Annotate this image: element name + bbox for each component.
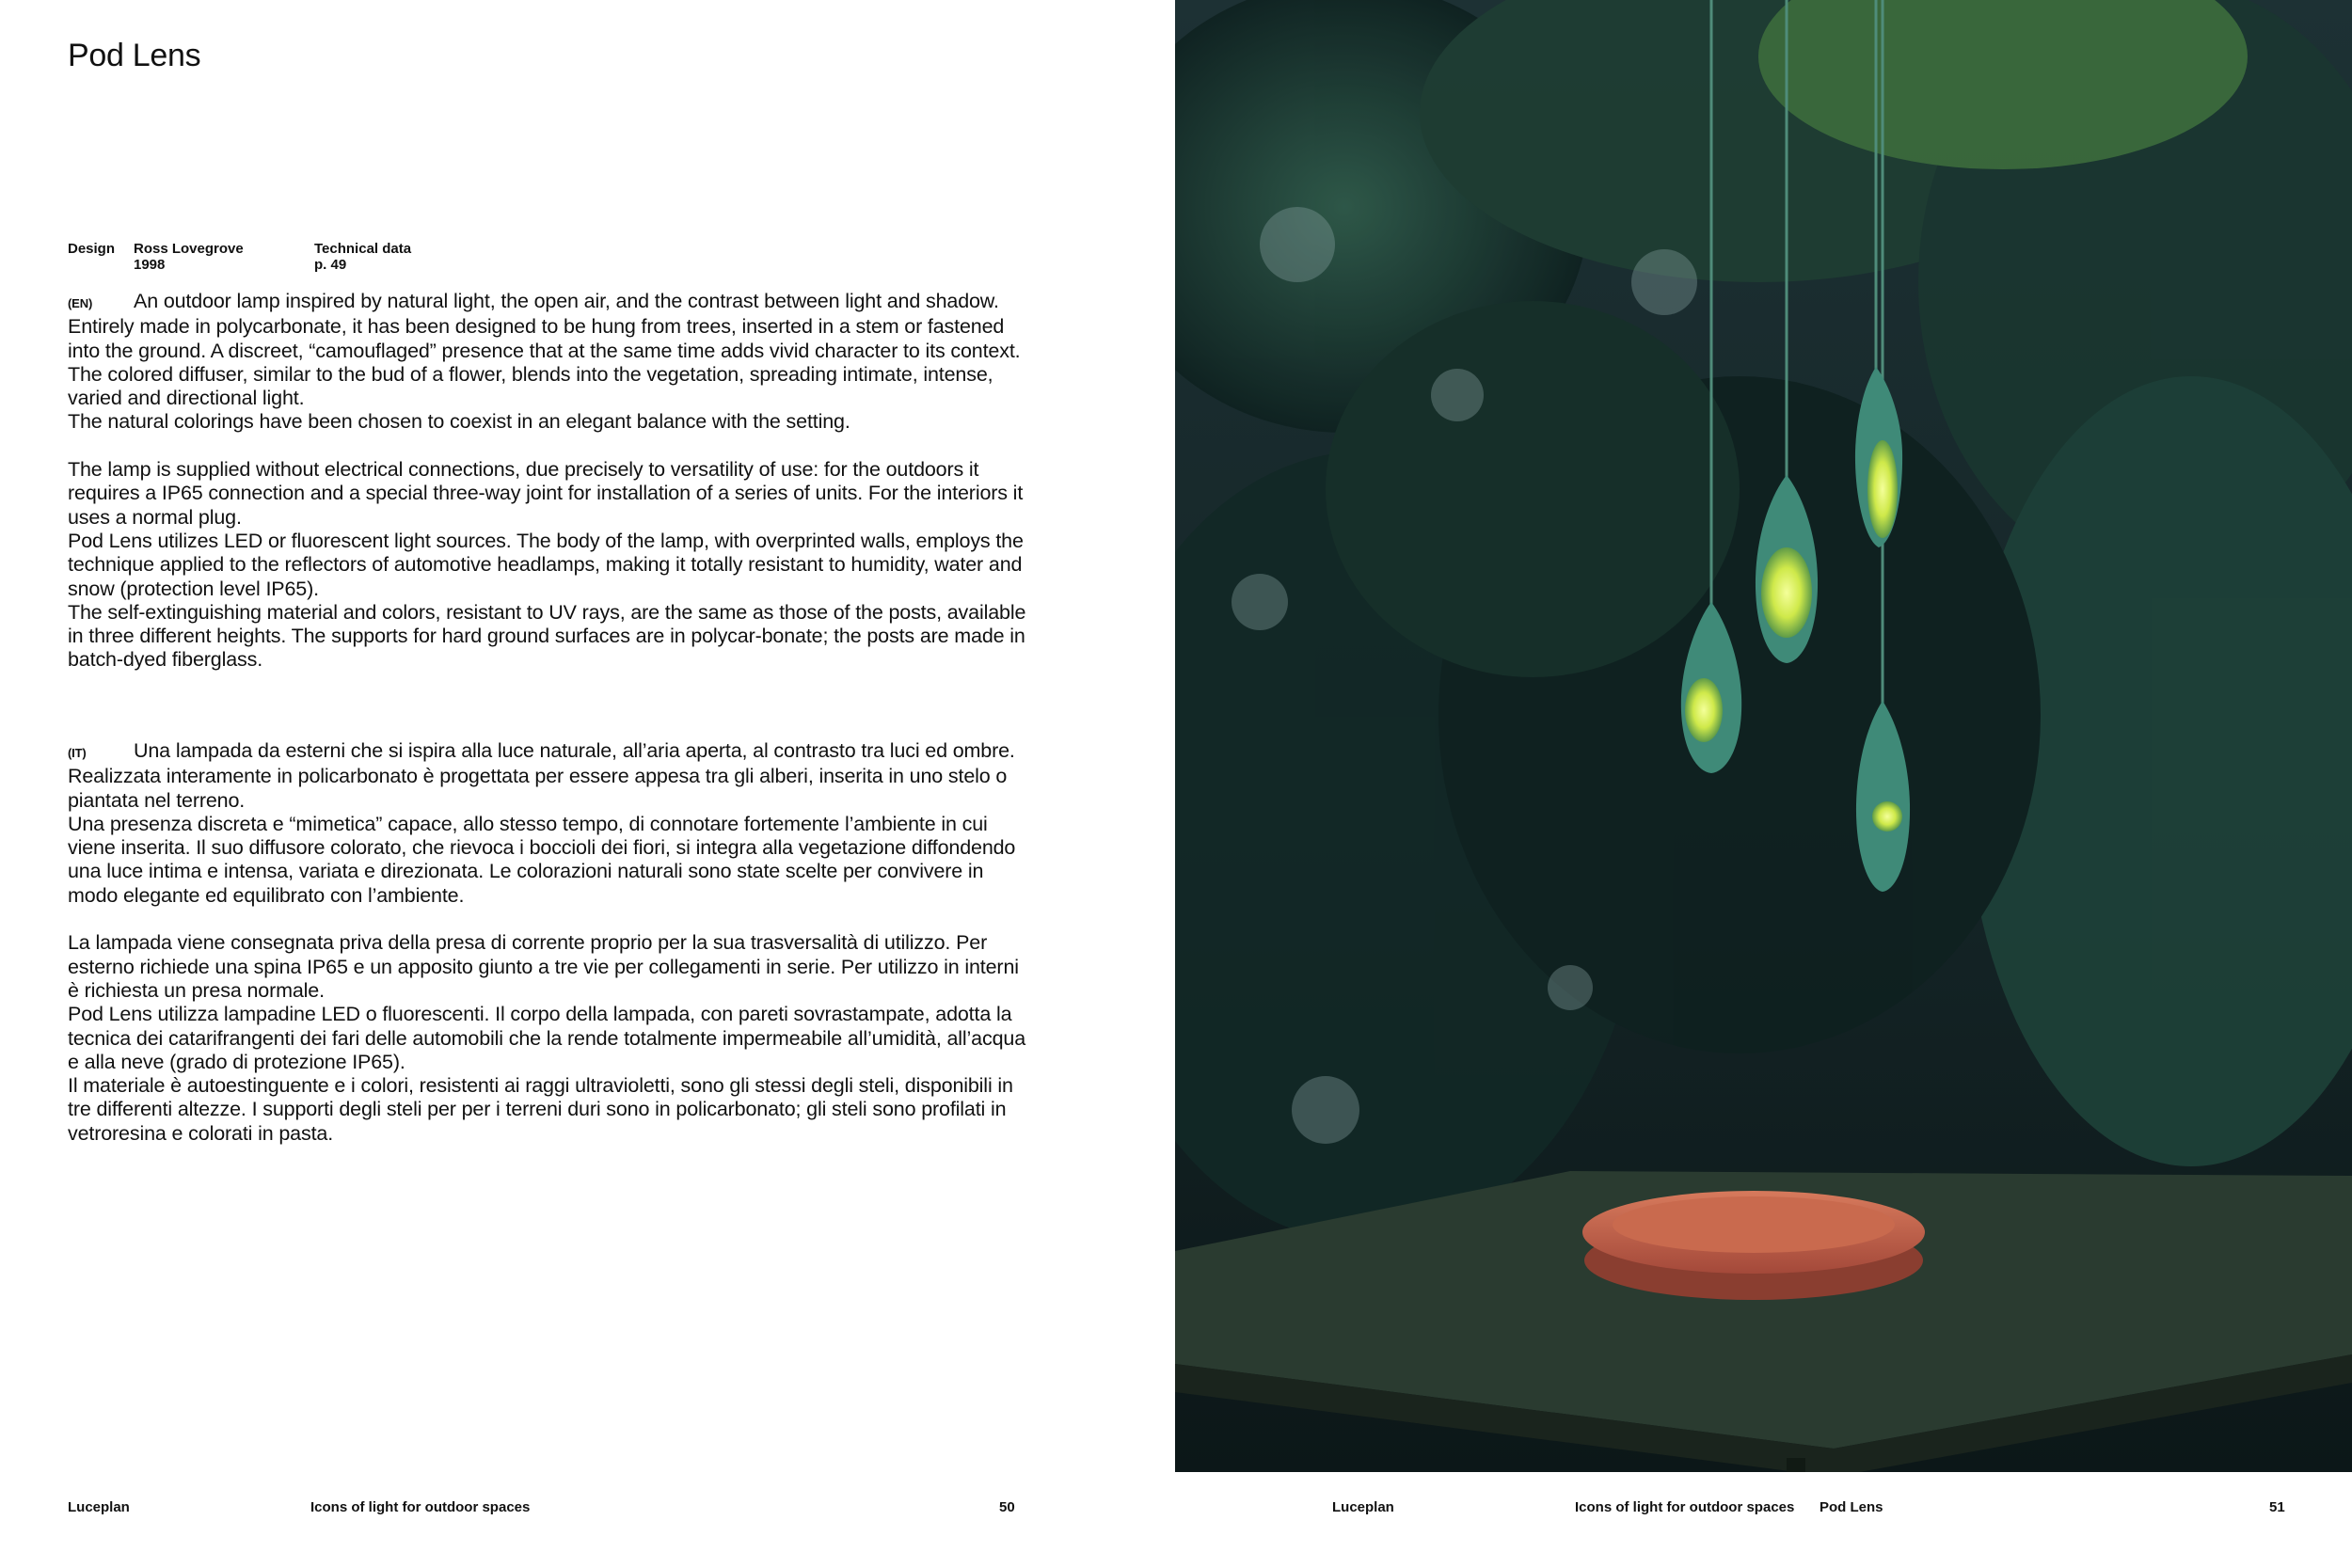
garden-scene-illustration xyxy=(1175,0,2352,1472)
it-language-tag: (IT) xyxy=(68,746,87,760)
footer-product: Pod Lens xyxy=(1820,1499,1883,1515)
en-language-tag: (EN) xyxy=(68,296,93,310)
it-paragraph: La lampada viene consegnata priva della presa di corrente proprio per la sua trasversalità di utilizzo. Per esterno richiede una spina IP65 e un apposito giunto a tre vie per collegamenti in serie. Per utilizzo in interni è richiesta un presa normale. xyxy=(68,931,1019,1002)
right-page xyxy=(1175,0,2352,1568)
product-photo xyxy=(1175,0,2352,1472)
footer-page-number: 51 xyxy=(2269,1499,2285,1515)
design-label: Design xyxy=(68,241,116,257)
technical-data-ref xyxy=(314,241,411,273)
footer-page-number: 50 xyxy=(999,1499,1015,1515)
it-paragraph: Pod Lens utilizza lampadine LED o fluorescenti. Il corpo della lampada, con pareti sovrastampate, adotta la tecnica dei catarifrangenti dei fari delle automobili che la rende totalmente impermeabile all’umidità, all’acqua e alla neve (grado di protezione IP65). xyxy=(68,1003,1026,1073)
en-paragraph: The self-extinguishing material and colors, resistant to UV rays, are the same as those of the posts, available in three different heights. The supports for hard ground surfaces are in polycar-bonate; the posts are made in batch-dyed fiberglass. xyxy=(68,600,1026,672)
left-page xyxy=(0,0,1175,1568)
footer-brand: Luceplan xyxy=(68,1499,130,1515)
italian-description xyxy=(68,739,1027,1146)
design-year: 1998 xyxy=(134,257,166,273)
designer-name: Ross Lovegrove xyxy=(134,241,244,257)
it-paragraph: Una presenza discreta e “mimetica” capace, allo stesso tempo, di connotare fortemente l’ambiente in cui viene inserita. Il suo diffusore colorato, che rievoca i boccioli dei fiori, si integra alla vegetazione diffondendo una luce intima e intensa, variata e direzionata. Le colorazioni naturali sono state scelte per convivere in modo elegante ed equilibrato con l’ambiente. xyxy=(68,812,1016,907)
designer-info xyxy=(134,241,244,273)
page-title: Pod Lens xyxy=(68,38,201,73)
footer-brand: Luceplan xyxy=(1332,1499,1394,1515)
bowl xyxy=(1582,1191,1925,1300)
en-paragraph: The lamp is supplied without electrical connections, due precisely to versatility of use: for the outdoors it requires a IP65 connection and a special three-way joint for installation of a series of units. For the interiors it uses a normal plug. xyxy=(68,458,1024,529)
en-paragraph: Pod Lens utilizes LED or fluorescent light sources. The body of the lamp, with overprinted walls, employs the technique applied to the reflectors of automotive headlamps, making it totally resistant to humidity, water and snow (protection level IP65). xyxy=(68,529,1024,600)
technical-data-label: Technical data xyxy=(314,241,412,257)
technical-data-page: p. 49 xyxy=(314,257,347,273)
footer-section: Icons of light for outdoor spaces xyxy=(1575,1499,1795,1515)
en-paragraph: The natural colorings have been chosen to coexist in an elegant balance with the setting. xyxy=(68,410,850,434)
english-description xyxy=(68,290,1027,673)
it-paragraph: (IT) Una lampada da esterni che si ispira alla luce naturale, all’aria aperta, al contrasto tra luci ed ombre. Realizzata interamente in policarbonato è progettata per essere appesa tra gli alberi, inserita in uno stelo o piantata nel terreno. xyxy=(68,739,1015,812)
footer-section: Icons of light for outdoor spaces xyxy=(310,1499,531,1515)
en-paragraph: (EN) An outdoor lamp inspired by natural light, the open air, and the contrast between light and shadow. Entirely made in polycarbonate, it has been designed to be hung from trees, inserted in a stem or fastened into the ground. A discreet, “camouflaged” presence that at the same time adds vivid character to its context. The colored diffuser, similar to the bud of a flower, blends into the vegetation, spreading intimate, intense, varied and directional light. xyxy=(68,290,1021,410)
it-paragraph: Il materiale è autoestinguente e i colori, resistenti ai raggi ultravioletti, sono gli stessi degli steli, disponibili in tre differenti altezze. I supporti degli steli per per i terreni duri sono in policarbonato; gli steli sono profilati in vetroresina e colorati in pasta. xyxy=(68,1074,1013,1145)
